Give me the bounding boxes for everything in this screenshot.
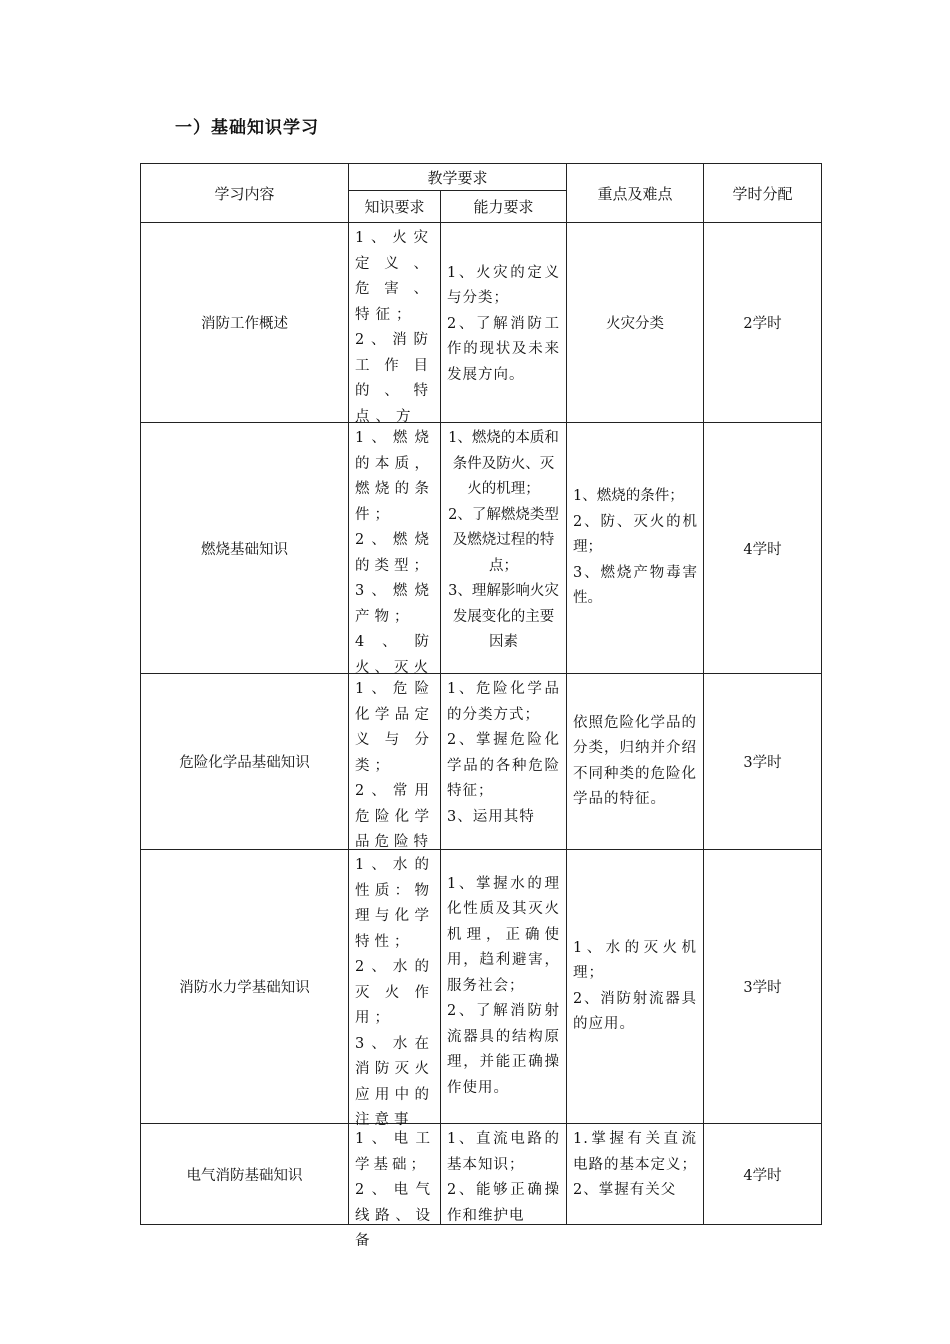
row-key-points: 1.掌握有关直流电路的基本定义； 2、掌握有关父 bbox=[573, 1131, 698, 1198]
row-hours: 4学时 bbox=[704, 423, 822, 674]
table-row bbox=[141, 850, 822, 1124]
header-content: 学习内容 bbox=[141, 164, 349, 223]
row-key-points: 1、燃烧的条件； 2、防、灭火的机理； 3、燃烧产物毒害性。 bbox=[573, 488, 698, 607]
row-knowledge: 1、危险化学品定义与分类； 2、常用危险化学品危险特 bbox=[355, 681, 434, 850]
section-heading: 一）基础知识学习 bbox=[175, 118, 319, 138]
table-row bbox=[141, 223, 822, 423]
table-row bbox=[141, 674, 822, 850]
row-content: 危险化学品基础知识 bbox=[141, 674, 349, 850]
row-hours: 4学时 bbox=[704, 1124, 822, 1225]
header-row bbox=[141, 164, 822, 191]
header-knowledge: 知识要求 bbox=[349, 191, 441, 223]
row-content: 燃烧基础知识 bbox=[141, 423, 349, 674]
row-content: 电气消防基础知识 bbox=[141, 1124, 349, 1225]
row-key-points: 依照危险化学品的分类，归纳并介绍不同种类的危险化学品的特征。 bbox=[573, 714, 698, 807]
curriculum-table bbox=[140, 163, 822, 1249]
table-row bbox=[141, 1124, 822, 1225]
header-key-points: 重点及难点 bbox=[567, 164, 704, 223]
row-hours: 3学时 bbox=[704, 674, 822, 850]
row-knowledge: 1、燃烧的本质，燃烧的条件； 2、燃烧的类型； 3、燃烧产物； 4、防火、灭火 bbox=[355, 430, 434, 676]
header-teaching: 教学要求 bbox=[349, 164, 567, 191]
row-ability: 1、直流电路的基本知识； 2、能够正确操作和维护电 bbox=[447, 1131, 561, 1224]
row-ability: 1、掌握水的理化性质及其灭火机理，正确使用，趋利避害，服务社会； 2、了解消防射流器具的结构原理，并能正确操作使用。 bbox=[447, 875, 561, 1096]
table-row bbox=[141, 423, 822, 674]
row-hours: 3学时 bbox=[704, 850, 822, 1124]
row-key-points: 火灾分类 bbox=[567, 223, 704, 423]
row-content: 消防工作概述 bbox=[141, 223, 349, 423]
row-ability: 1、燃烧的本质和条件及防火、灭火的机理； 2、了解燃烧类型及燃烧过程的特点； 3、理解影响火灾发展变化的主要因素 bbox=[448, 430, 559, 650]
header-hours: 学时分配 bbox=[704, 164, 822, 223]
row-knowledge: 1、电工学基础； 2、电气线路、设备 bbox=[355, 1131, 434, 1249]
row-knowledge: 1、火灾定义、危害、特征； 2、消防工作目的、特点、方 bbox=[355, 230, 434, 425]
row-key-points: 1、水的灭火机理； 2、消防射流器具的应用。 bbox=[573, 939, 698, 1032]
row-ability: 1、危险化学品的分类方式； 2、掌握危险化学品的各种危险特征； 3、运用其特 bbox=[447, 681, 561, 825]
row-knowledge: 1、水的性质：物理与化学特性； 2、水的灭火作用； 3、水在消防灭火应用中的注意事 bbox=[355, 857, 434, 1128]
header-ability: 能力要求 bbox=[441, 191, 567, 223]
row-ability: 1、火灾的定义与分类； 2、了解消防工作的现状及未来发展方向。 bbox=[447, 264, 561, 383]
row-hours: 2学时 bbox=[704, 223, 822, 423]
row-content: 消防水力学基础知识 bbox=[141, 850, 349, 1124]
